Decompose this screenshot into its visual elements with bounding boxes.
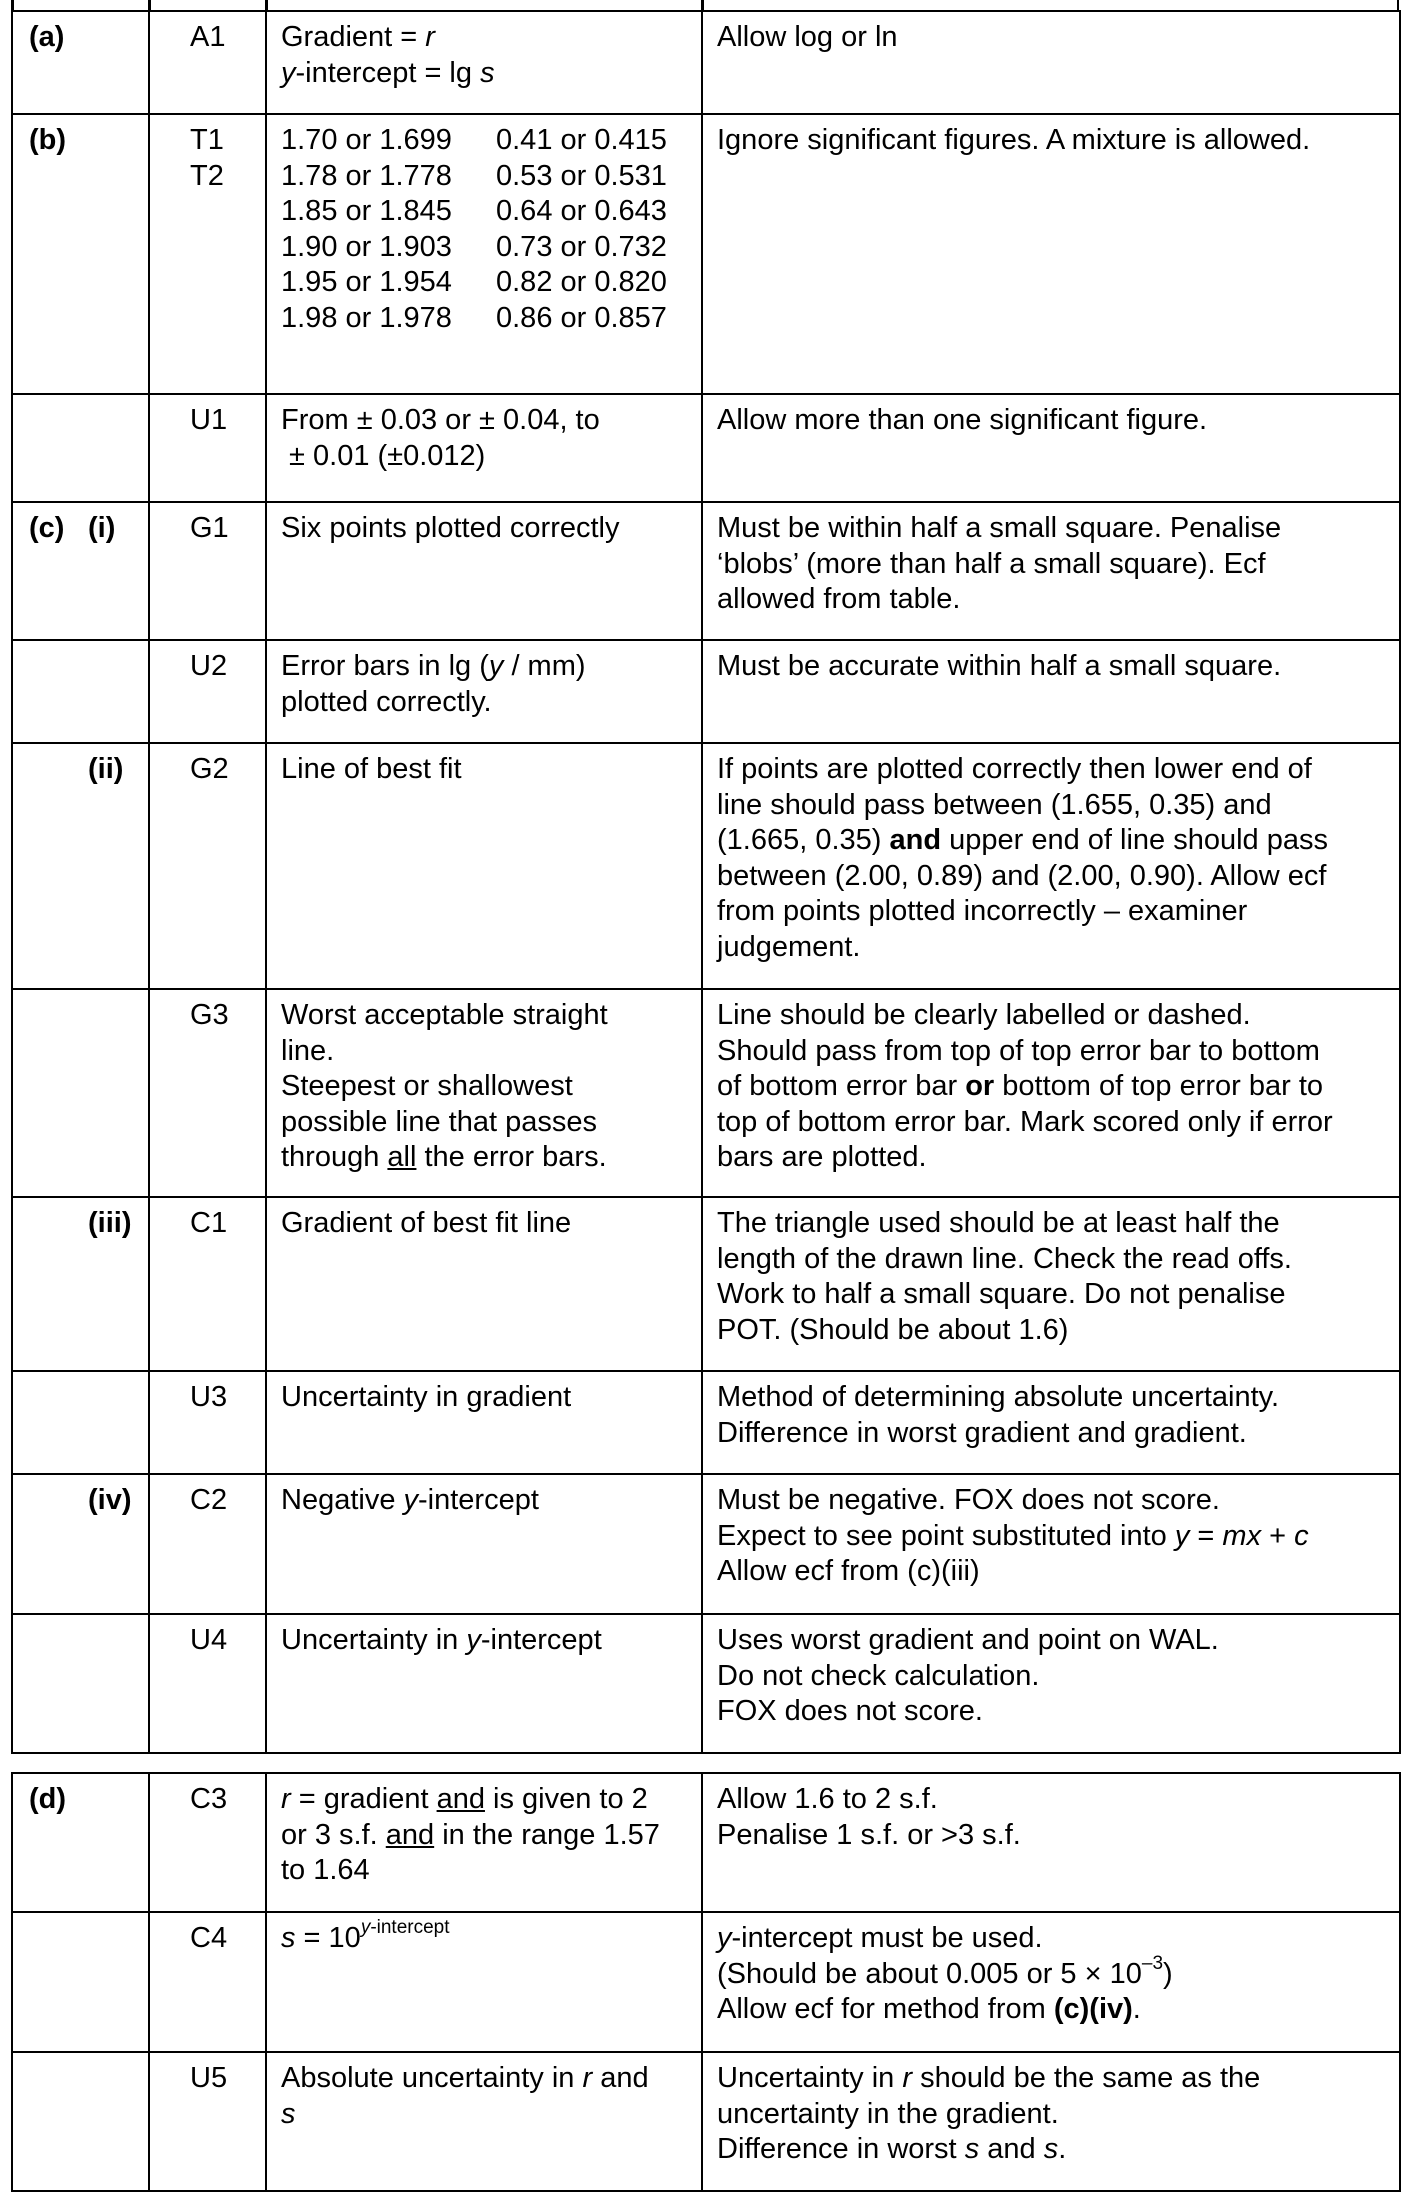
mark-code: C2 xyxy=(149,1474,266,1614)
table-value-pair: 1.78 or 1.778 0.53 or 0.531 xyxy=(281,159,667,192)
table-row xyxy=(12,640,1400,743)
guidance-cell: Allow 1.6 to 2 s.f. Penalise 1 s.f. or >3 s.f. xyxy=(702,1773,1400,1912)
mark-scheme-table-2 xyxy=(11,1772,1401,2192)
guidance-cell: Allow more than one significant figure. xyxy=(702,394,1400,502)
question-label xyxy=(12,989,149,1197)
table-row xyxy=(12,1773,1400,1912)
table-value-pair: 1.95 or 1.954 0.82 or 0.820 xyxy=(281,266,667,298)
question-label xyxy=(12,1614,149,1753)
question-label xyxy=(12,640,149,743)
mark-code: C1 xyxy=(149,1197,266,1371)
guidance-cell: Must be accurate within half a small square. xyxy=(702,640,1400,743)
question-label: (iv) xyxy=(12,1474,149,1614)
answer-cell: Uncertainty in y-intercept xyxy=(266,1614,702,1753)
mark-code: U5 xyxy=(149,2052,266,2191)
answer-cell: Worst acceptable straight line. Steepest or shallowest possible line that passes through all the error bars. xyxy=(266,989,702,1197)
answer-cell: Gradient of best fit line xyxy=(266,1197,702,1371)
mark-code: U4 xyxy=(149,1614,266,1753)
table-row xyxy=(12,114,1400,394)
table-value-pair: 1.90 or 1.903 0.73 or 0.732 xyxy=(281,230,667,263)
guidance-cell: y-intercept must be used. (Should be about 0.005 or $5 \times 10^{-3}$) Allow ecf for method from (c)(iv). xyxy=(702,1912,1400,2052)
question-label xyxy=(12,1371,149,1474)
question-label: (d) xyxy=(12,1773,149,1912)
table-row xyxy=(12,1371,1400,1474)
mark-code: U3 xyxy=(149,1371,266,1474)
answer-cell: From ± 0.03 or ± 0.04, to ± 0.01 (±0.012) xyxy=(266,394,702,502)
answer-cell: Six points plotted correctly xyxy=(266,502,702,640)
guidance-cell: The triangle used should be at least half the length of the drawn line. Check the read offs. Work to half a small square. Do not penalise POT. (Should be about 1.6) xyxy=(702,1197,1400,1371)
question-label: (a) xyxy=(12,11,149,114)
table-row xyxy=(12,1614,1400,1753)
table-value-pair: 1.70 or 1.699 0.41 or 0.415 xyxy=(281,124,667,156)
guidance-cell: Method of determining absolute uncertainty. Difference in worst gradient and gradient. xyxy=(702,1371,1400,1474)
answer-cell: Error bars in lg (y / mm) plotted correctly. xyxy=(266,640,702,743)
mark-code: G2 xyxy=(149,743,266,989)
answer-cell: Line of best fit xyxy=(266,743,702,989)
question-label xyxy=(12,2052,149,2191)
question-label: (iii) xyxy=(12,1197,149,1371)
mark-code: C4 xyxy=(149,1912,266,2052)
table-row xyxy=(12,1912,1400,2052)
question-label xyxy=(12,1912,149,2052)
table-row xyxy=(12,1197,1400,1371)
mark-code: G1 xyxy=(149,502,266,640)
mark-code: U1 xyxy=(149,394,266,502)
guidance-cell: Allow log or ln xyxy=(702,11,1400,114)
table-row xyxy=(12,394,1400,502)
guidance-cell: If points are plotted correctly then lower end of line should pass between (1.655, 0.35) and (1.665, 0.35) and upper end of line should pass between (2.00, 0.89) and (2.00, 0.90). Allow ecf from points plotted incorrectly – examiner judgement. xyxy=(702,743,1400,989)
mark-code: C3 xyxy=(149,1773,266,1912)
guidance-cell: Line should be clearly labelled or dashed. Should pass from top of top error bar to bottom of bottom error bar or bottom of top error bar to top of bottom error bar. Mark scored only if error bars are plotted. xyxy=(702,989,1400,1197)
answer-cell: Gradient = r y-intercept = lg s xyxy=(266,11,702,114)
table-row xyxy=(12,989,1400,1197)
guidance-cell: Uncertainty in r should be the same as the uncertainty in the gradient. Difference in worst s and s. xyxy=(702,2052,1400,2191)
answer-cell: Uncertainty in gradient xyxy=(266,1371,702,1474)
answer-cell xyxy=(266,114,702,394)
question-label: (c) (i) xyxy=(12,502,149,640)
table-value-pair: 1.98 or 1.978 0.86 or 0.857 xyxy=(281,301,667,334)
answer-cell: r = gradient and is given to 2 or 3 s.f. and in the range 1.57 to 1.64 xyxy=(266,1773,702,1912)
question-label: (b) xyxy=(12,114,149,394)
table-value-pair: 1.85 or 1.845 0.64 or 0.643 xyxy=(281,195,667,227)
question-label: (ii) xyxy=(12,743,149,989)
guidance-cell: Uses worst gradient and point on WAL. Do not check calculation. FOX does not score. xyxy=(702,1614,1400,1753)
table-row xyxy=(12,2052,1400,2191)
guidance-cell: Must be within half a small square. Penalise ‘blobs’ (more than half a small square). Ecf allowed from table. xyxy=(702,502,1400,640)
table-row xyxy=(12,11,1400,114)
table-row xyxy=(12,743,1400,989)
mark-code: A1 xyxy=(149,11,266,114)
question-label xyxy=(12,394,149,502)
table-row xyxy=(12,502,1400,640)
mark-scheme-table-1 xyxy=(11,10,1401,1754)
guidance-cell: Must be negative. FOX does not score. Expect to see point substituted into y = mx + c Allow ecf from (c)(iii) xyxy=(702,1474,1400,1614)
answer-cell: Negative y-intercept xyxy=(266,1474,702,1614)
table-row xyxy=(12,1474,1400,1614)
mark-code: U2 xyxy=(149,640,266,743)
mark-code: T1 T2 xyxy=(149,114,266,394)
guidance-cell: Ignore significant figures. A mixture is allowed. xyxy=(702,114,1400,394)
answer-cell: Absolute uncertainty in r and s xyxy=(266,2052,702,2191)
answer-cell: $s = 10^{y-intercept}$ xyxy=(266,1912,702,2052)
mark-code: G3 xyxy=(149,989,266,1197)
